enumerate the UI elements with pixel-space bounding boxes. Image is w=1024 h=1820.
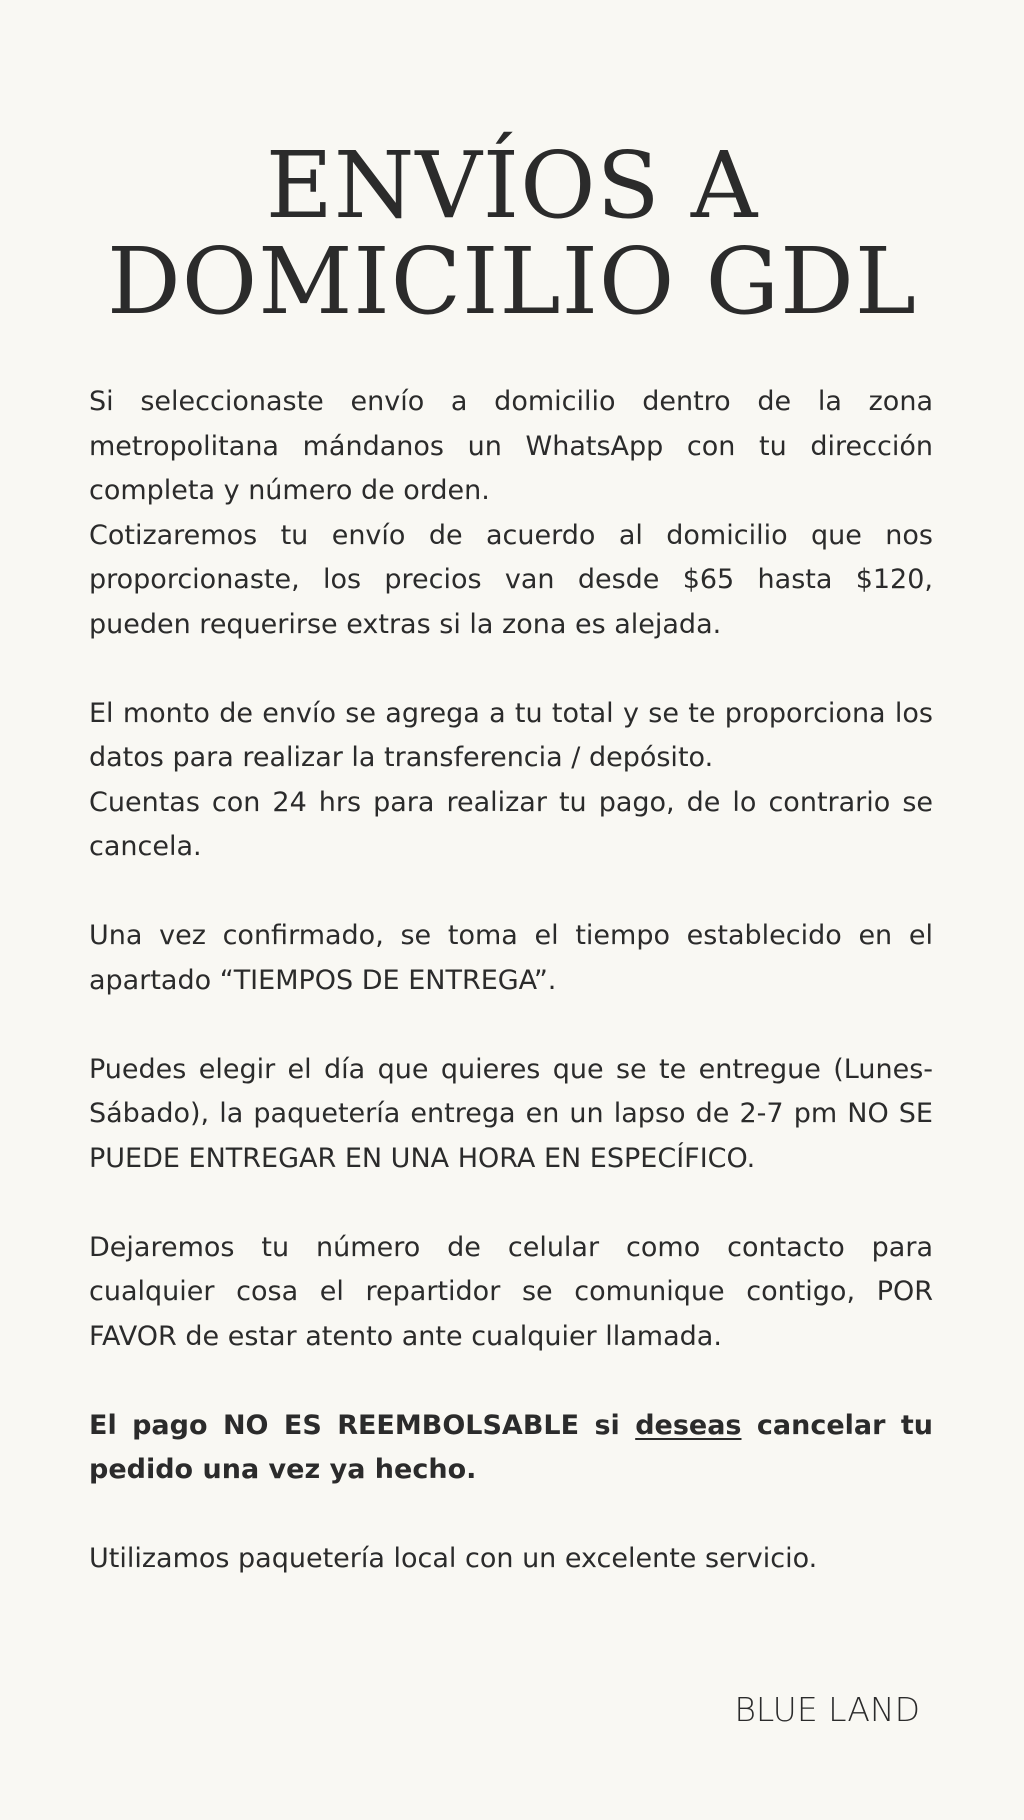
paragraph-contact-number: Dejaremos tu número de celular como contacto para cualquier cosa el repartidor se comunique contigo, POR FAVOR de estar atento ante cualquier llamada. <box>89 1231 933 1352</box>
page-title <box>0 132 1024 335</box>
paragraph-spacer <box>89 1181 933 1226</box>
shipping-policy-text <box>89 380 933 1582</box>
paragraph-whatsapp-instructions: Si seleccionaste envío a domicilio dentro de la zona metropolitana mándanos un WhatsApp con tu dirección completa y número de orden. <box>89 386 933 506</box>
paragraph-spacer <box>89 647 933 692</box>
paragraph-delivery-time: Una vez confirmado, se toma el tiempo establecido en el apartado “TIEMPOS DE ENTREGA”. <box>89 920 933 996</box>
brand-logo-text: BLUE LAND <box>734 1690 920 1729</box>
paragraph-spacer <box>89 1003 933 1048</box>
non-refundable-text-start: El pago NO ES REEMBOLSABLE si <box>89 1409 636 1441</box>
page-title-line-2: DOMICILIO GDL <box>107 228 917 335</box>
paragraph-payment-deadline: Cuentas con 24 hrs para realizar tu pago, de lo contrario se cancela. <box>89 786 933 862</box>
paragraph-spacer <box>89 870 933 915</box>
paragraph-local-courier: Utilizamos paquetería local con un excelente servicio. <box>89 1543 818 1574</box>
paragraph-spacer <box>89 1359 933 1404</box>
non-refundable-text-end: cancelar tu pedido una vez ya hecho. <box>89 1409 933 1485</box>
paragraph-shipping-quote: Cotizaremos tu envío de acuerdo al domicilio que nos proporcionaste, los precios van desde $65 hasta $120, pueden requerirse extras si la zona es alejada. <box>89 519 933 640</box>
non-refundable-underlined-word: deseas <box>635 1409 742 1441</box>
paragraph-delivery-day: Puedes elegir el día que quieres que se te entregue (Lunes-Sábado), la paquetería entrega en un lapso de 2-7 pm NO SE PUEDE ENTREGAR EN UNA HORA EN ESPECÍFICO. <box>89 1053 933 1174</box>
paragraph-spacer <box>89 1493 933 1538</box>
page-title-line-1: ENVÍOS A <box>265 132 759 239</box>
paragraph-shipping-total: El monto de envío se agrega a tu total y se te proporciona los datos para realizar la transferencia / depósito. <box>89 697 933 773</box>
paragraph-non-refundable <box>89 1404 933 1493</box>
